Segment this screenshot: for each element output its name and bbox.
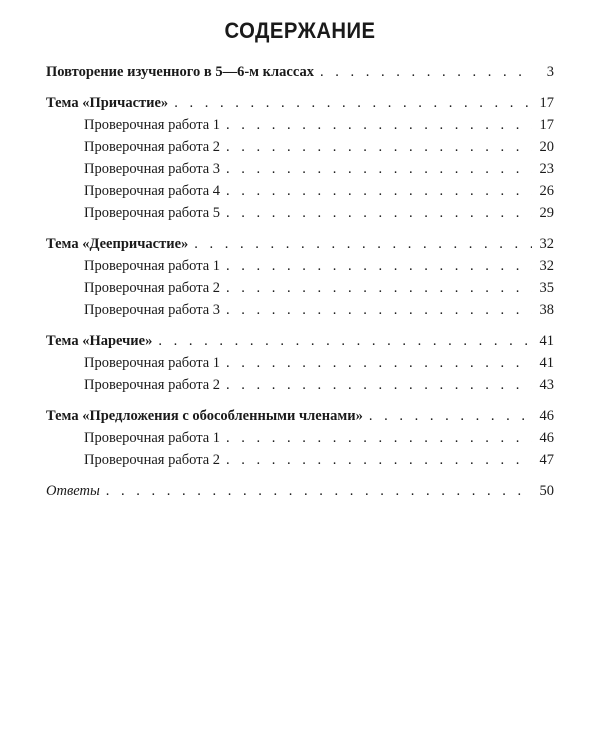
dot-leader	[194, 236, 532, 253]
toc-page-number: 38	[539, 302, 554, 318]
toc-label: Проверочная работа 4	[84, 183, 221, 199]
toc-entry-test[interactable]	[46, 280, 554, 302]
dot-leader	[226, 183, 532, 200]
toc-label: Тема «Предложения с обособленными членами»	[46, 408, 363, 424]
toc-entry-test[interactable]	[46, 205, 554, 227]
toc-label: Ответы	[46, 483, 100, 499]
toc-entry-test[interactable]	[46, 302, 554, 324]
dot-leader	[226, 452, 532, 469]
toc-label: Проверочная работа 2	[84, 139, 221, 155]
toc-page-number: 23	[539, 161, 554, 177]
toc-label: Проверочная работа 1	[84, 430, 221, 446]
toc-page-number: 35	[539, 280, 554, 296]
toc-page-number: 46	[539, 430, 554, 446]
dot-leader	[226, 117, 532, 134]
toc-label: Проверочная работа 1	[84, 117, 221, 133]
toc-label: Проверочная работа 3	[84, 161, 221, 177]
dot-leader	[226, 258, 532, 275]
toc-label: Проверочная работа 5	[84, 205, 221, 221]
toc-entry-test[interactable]	[46, 430, 554, 452]
dot-leader	[226, 161, 532, 178]
toc-entry-test[interactable]	[46, 139, 554, 161]
toc-page-number: 43	[539, 377, 554, 393]
toc-entry-topic-participle[interactable]	[46, 95, 554, 117]
toc-label: Тема «Наречие»	[46, 333, 153, 349]
toc-entry-test[interactable]	[46, 377, 554, 399]
toc-entry-topic-sentences[interactable]	[46, 408, 554, 430]
dot-leader	[226, 139, 532, 156]
table-of-contents	[46, 64, 554, 505]
dot-leader	[226, 355, 532, 372]
toc-page-number: 32	[539, 236, 554, 252]
toc-label: Проверочная работа 2	[84, 377, 221, 393]
toc-entry-answers[interactable]	[46, 483, 554, 505]
toc-label: Проверочная работа 1	[84, 355, 221, 371]
dot-leader	[369, 408, 532, 425]
toc-page-number: 47	[539, 452, 554, 468]
toc-entry-topic-adverb[interactable]	[46, 333, 554, 355]
toc-page-number: 41	[539, 333, 554, 349]
dot-leader	[226, 205, 532, 222]
toc-page-number: 29	[539, 205, 554, 221]
toc-label: Проверочная работа 2	[84, 280, 221, 296]
toc-page-number: 3	[546, 64, 554, 80]
dot-leader	[226, 377, 532, 394]
toc-page-number: 26	[539, 183, 554, 199]
toc-label: Проверочная работа 1	[84, 258, 221, 274]
dot-leader	[320, 64, 532, 81]
toc-entry-test[interactable]	[46, 117, 554, 139]
toc-label: Тема «Причастие»	[46, 95, 169, 111]
toc-page-number: 17	[539, 95, 554, 111]
dot-leader	[158, 333, 532, 350]
toc-entry-test[interactable]	[46, 452, 554, 474]
toc-entry-review[interactable]	[46, 64, 554, 86]
toc-label: Проверочная работа 2	[84, 452, 221, 468]
dot-leader	[174, 95, 532, 112]
toc-page-number: 41	[539, 355, 554, 371]
toc-page-number: 46	[539, 408, 554, 424]
dot-leader	[226, 430, 532, 447]
toc-page-number: 17	[539, 117, 554, 133]
toc-page-number: 20	[539, 139, 554, 155]
toc-label: Повторение изученного в 5—6-м классах	[46, 64, 314, 80]
toc-entry-test[interactable]	[46, 355, 554, 377]
toc-label: Проверочная работа 3	[84, 302, 221, 318]
toc-page-number: 50	[539, 483, 554, 499]
toc-entry-test[interactable]	[46, 183, 554, 205]
toc-label: Тема «Деепричастие»	[46, 236, 189, 252]
toc-page-number: 32	[539, 258, 554, 274]
dot-leader	[226, 280, 532, 297]
toc-entry-test[interactable]	[46, 161, 554, 183]
dot-leader	[226, 302, 532, 319]
toc-entry-test[interactable]	[46, 258, 554, 280]
page-title: СОДЕРЖАНИЕ	[224, 18, 376, 43]
toc-entry-topic-gerund[interactable]	[46, 236, 554, 258]
dot-leader	[106, 483, 532, 500]
